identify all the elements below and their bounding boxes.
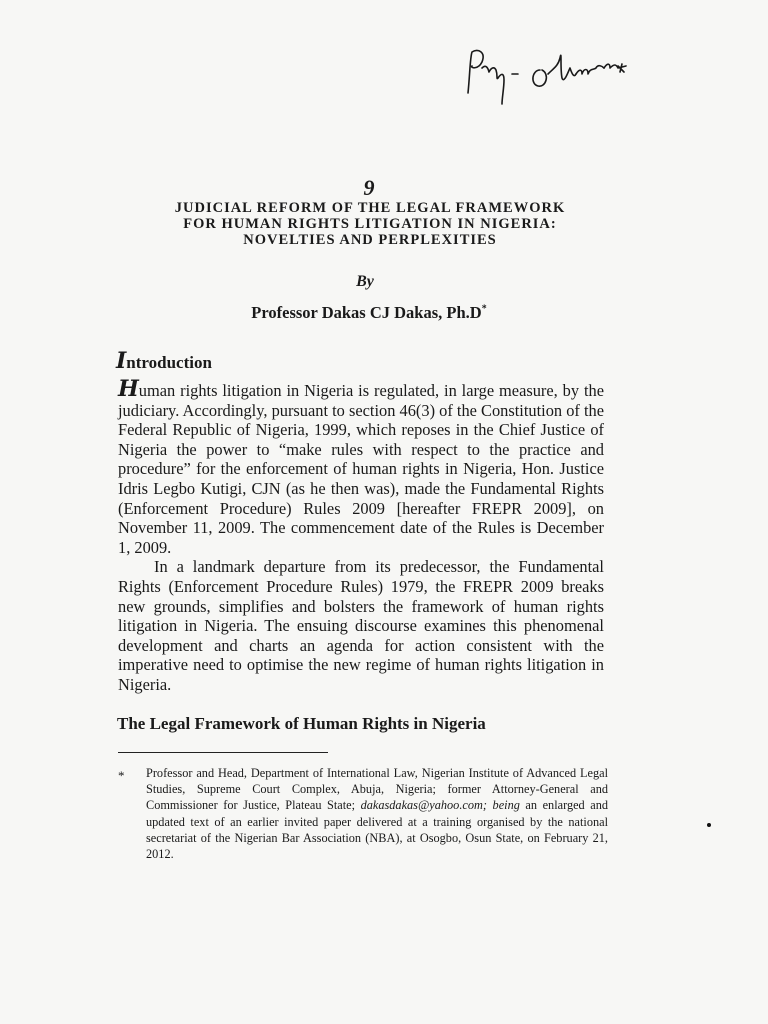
- chapter-number: 9: [363, 175, 375, 200]
- footnote-divider: [118, 752, 328, 753]
- by-line: By: [356, 273, 374, 290]
- footnote-text: Professor and Head, Department of International Law, Nigerian Institute of Advanced Legal Studies, Supreme Court Complex, Abuja, Nigeria; former Attorney-General and Commissioner for Justice, Plateau State;: [146, 766, 608, 813]
- heading-text: ntroduction: [126, 353, 212, 372]
- footnote-mark: *: [118, 768, 125, 783]
- paragraph-dropcap: H: [118, 376, 139, 402]
- paragraph-text: uman rights litigation in Nigeria is regulated, in large measure, by the judiciary. Accordingly, pursuant to section 46(3) of the Constitution of the Federal Republic of Nigeria, 1999, which reposes in the Chief Justice of Nigeria the power to “make rules with respect to the practice and procedure” for the enforcement of human rights in Nigeria, Hon. Justice Idris Legbo Kutigi, CJN (as he then was), made the Fundamental Rights (Enforcement Procedure) Rules 2009 [hereafter FREPR 2009], on November 11, 2009. The commencement date of the Rules is December 1, 2009.: [118, 381, 604, 557]
- footnote-text: an enlarged and updated text of an earlier invited paper delivered at a training organised by the national secretariat of the Nigerian Bar Association (NBA), at Osogbo, Osun State, on February 21, 2012.: [146, 798, 609, 862]
- paragraph: In a landmark departure from its predecessor, the Fundamental Rights (Enforcement Procedure Rules) 1979, the FREPR 2009 breaks new grounds, simplifies and bolsters the framework of human rights litigation in Nigeria. The ensuing discourse examines this phenomenal development and charts an agenda for action consistent with the imperative need to optimise the new regime of human rights litigation in Nigeria.: [118, 557, 604, 694]
- body-text: [118, 376, 604, 695]
- footnote: [146, 765, 608, 862]
- title-line: NOVELTIES AND PERPLEXITIES: [243, 232, 497, 248]
- footnote-marker: *: [481, 303, 487, 315]
- section-heading: The Legal Framework of Human Rights in Nigeria: [117, 714, 486, 733]
- scan-speck: [707, 823, 711, 827]
- heading-dropcap: I: [116, 348, 127, 374]
- footnote-email: dakasdakas@yahoo.com; being: [360, 798, 520, 813]
- handwritten-signature: [458, 38, 688, 108]
- author-text: Professor Dakas CJ Dakas, Ph.D: [251, 303, 482, 322]
- title-line: JUDICIAL REFORM OF THE LEGAL FRAMEWORK: [174, 200, 566, 216]
- title-line: FOR HUMAN RIGHTS LITIGATION IN NIGERIA:: [183, 216, 557, 232]
- paragraph: [118, 376, 604, 557]
- introduction-heading: [116, 348, 212, 374]
- author-name: [0, 303, 738, 323]
- chapter-title: [120, 200, 620, 248]
